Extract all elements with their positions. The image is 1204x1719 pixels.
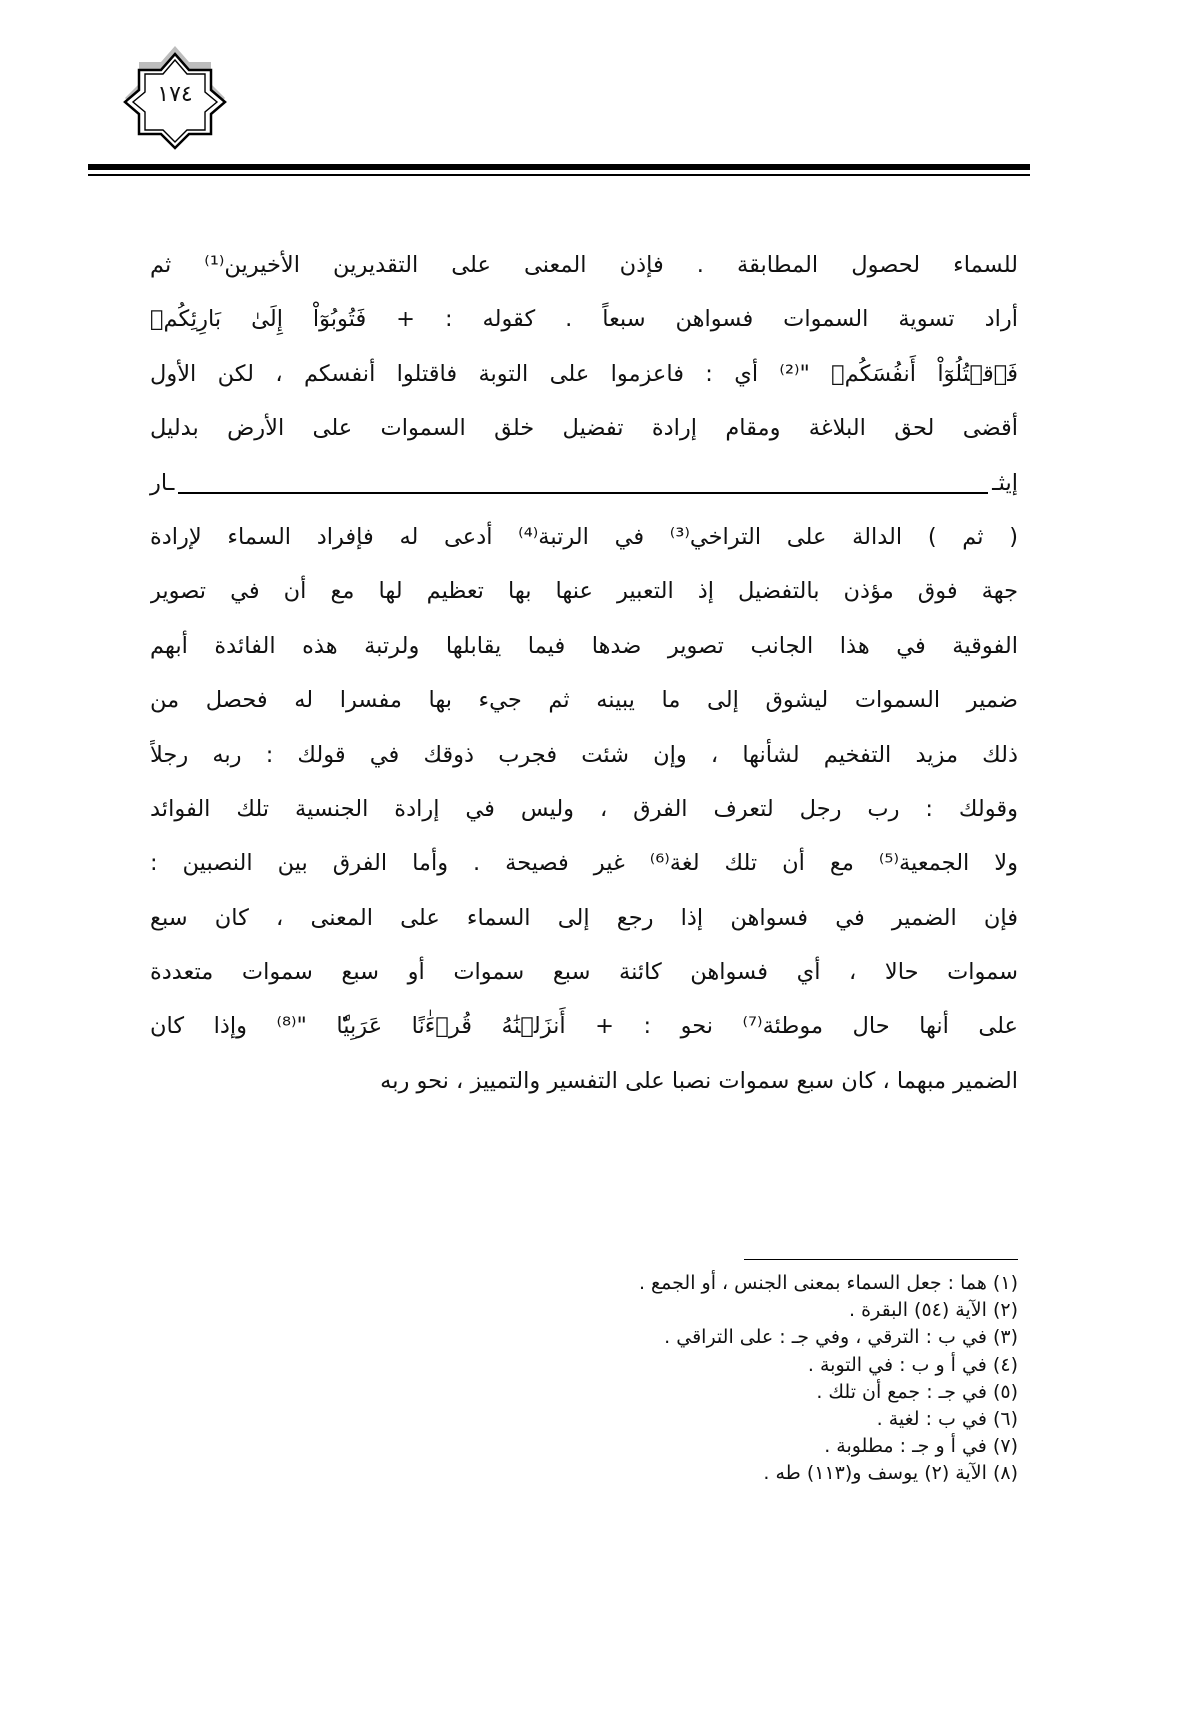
footnote: (٥) في جـ : جمع أن تلك . [816,1380,1018,1403]
body-line: أقضى لحق البلاغة ومقام إرادة تفضيل خلق السموات على الأرض بدليل [150,415,1018,442]
body-line: جهة فوق مؤذن بالتفضيل إذ التعبير عنها بها تعظيم لها مع أن في تصوير [150,578,1018,605]
body-line: على أنها حال موطئة⁽⁷⁾ نحو : + أَنزَلۡنَٰهُ قُرۡءَٰنًا عَرَبِيّٗا "⁽⁸⁾ وإذا كان [150,1013,1018,1040]
kashida-bar [178,492,988,494]
footnote: (٦) في ب : لغية . [876,1408,1018,1431]
body-line: الفوقية في هذا الجانب تصوير ضدها فيما يقابلها ولرتبة هذه الفائدة أبهم [150,632,1018,659]
footnote: (١) هما : جعل السماء بمعنى الجنس ، أو الجمع . [638,1272,1018,1294]
body-line: ( ثم ) الدالة على التراخي⁽³⁾ في الرتبة⁽⁴⁾ أدعى له فإفراد السماء لإرادة [150,523,1018,550]
stretched-word-line [150,456,1018,510]
header-rule-thin [88,174,1030,176]
footnote: (٢) الآية (٥٤) البقرة . [849,1299,1018,1322]
body-line: سموات حالا ، أي فسواهن كائنة سبع سموات أو سبع سموات متعددة [150,959,1018,986]
body-line: ضمير السموات ليشوق إلى ما يبينه ثم جيء بها مفسرا له فحصل من [150,687,1018,714]
body-line: أراد تسوية السموات فسواهن سبعاً . كقوله : + فَتُوبُوٓاْ إِلَىٰ بَارِئِكُمۡ [150,306,1018,333]
page-number: ١٧٤ [157,82,193,107]
body-line: ذلك مزيد التفخيم لشأنها ، وإن شئت فجرب ذوقك في قولك : ربه رجلاً [150,741,1018,768]
body-line: للسماء لحصول المطابقة . فإذن المعنى على التقديرين الأخيرين⁽¹⁾ ثم [150,252,1018,278]
body-line: ولا الجمعية⁽⁵⁾ مع أن تلك لغة⁽⁶⁾ غير فصيحة . وأما الفرق بين النصبين : [150,850,1018,877]
footnotes [150,1270,1018,1488]
header-rule-thick [88,164,1030,170]
body-line: وقولك : رب رجل لتعرف الفرق ، وليس في إرادة الجنسية تلك الفوائد [150,795,1018,822]
body-line: فإن الضمير في فسواهن إذا رجع إلى السماء على المعنى ، كان سبع [150,904,1018,931]
footnote: (٧) في أ و جـ : مطلوبة . [824,1435,1018,1458]
body-line: الضمير مبهما ، كان سبع سموات نصبا على التفسير والتمييز ، نحو ربه [380,1067,1018,1094]
stretched-word-start: إيثـ [992,469,1018,496]
footnote-separator [744,1259,1018,1260]
body-text [150,238,1018,1108]
footnote: (٣) في ب : الترقي ، وفي جـ : على التراقي . [664,1326,1018,1349]
body-line: فَٱقۡتُلُوٓاْ أَنفُسَكُمۡ "⁽²⁾ أي : فاعزموا على التوبة فاقتلوا أنفسكم ، لكن الأول [150,360,1018,387]
footnote: (٤) في أ و ب : في التوبة . [807,1353,1018,1376]
footnote: (٨) الآية (٢) يوسف و(١١٣) طه . [763,1462,1018,1485]
stretched-word-end: ـار [150,469,175,496]
